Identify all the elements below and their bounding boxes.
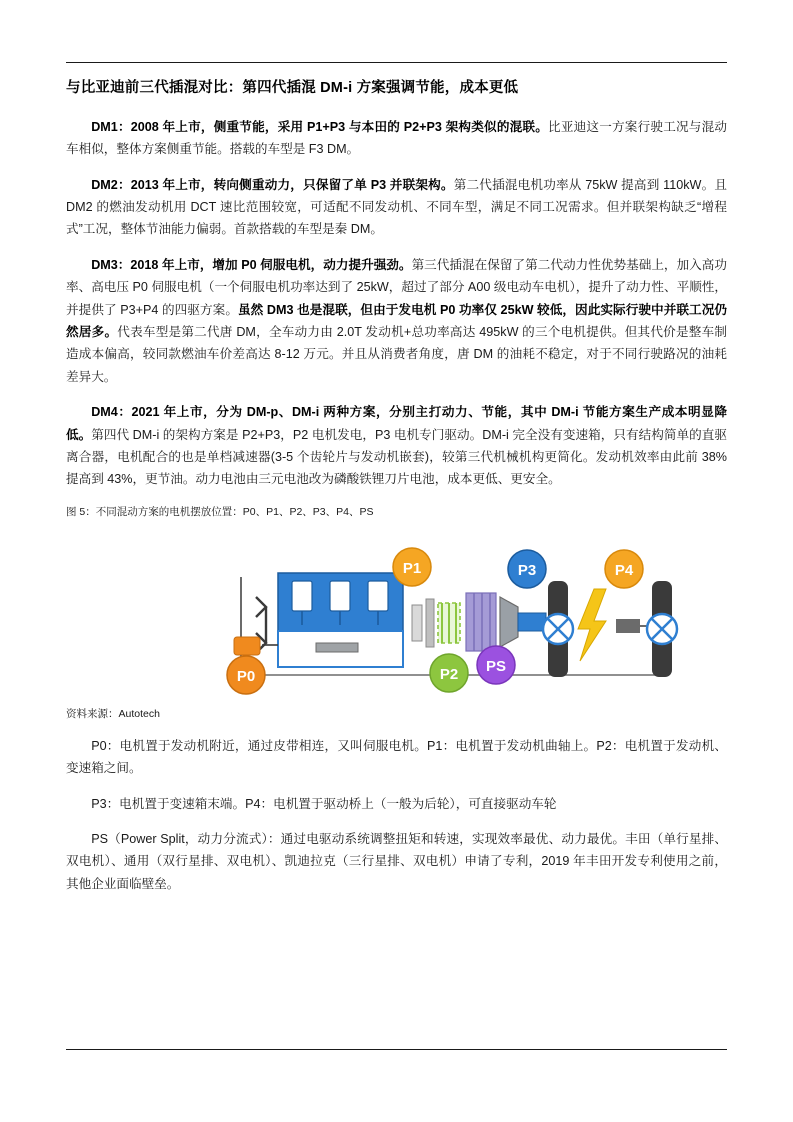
paragraph-dm2-body: 第二代插混电机功率从 75kW 提高到 110kW。且 DM2 的燃油发动机用 DCT 速比范围较宽，可适配不同发动机、不同车型，满足不同工况需求。但并联架构缺乏“增程式”工况，整体节油能力偏弱。首款搭载的车型是秦 DM。 [66, 177, 728, 237]
rear-wheel-hub [647, 614, 677, 644]
top-divider [66, 62, 727, 63]
figure-caption: 图 5：不同混动方案的电机摆放位置：P0、P1、P2、P3、P4、PS [66, 505, 374, 518]
bolt-icon [578, 589, 606, 661]
paragraph-dm3-body-2: 代表车型是第二代唐 DM，全车动力由 2.0T 发动机+总功率高达 495kW 的三个电机提供。但其代价是整车制造成本偏高，较同款燃油车价差高达 8-12 万元。并且从消费者角度，唐 DM 的油耗不稳定，对于不同行驶路况的油耗差异大。 [66, 325, 727, 384]
note-ps: PS（Power Split，动力分流式）：通过电驱动系统调整扭矩和转速，实现效率最优、动力最优。丰田（单行星排、双电机）、通用（双行星排、双电机）、凯迪拉克（三行星排、双电机）申请了专利，2019 年丰田开发专利使用之前，其他企业面临壁垒。 [66, 832, 727, 891]
figure-source: 资料来源：Autotech [66, 707, 160, 720]
label-p4 [605, 550, 643, 588]
paragraph-dm3-bold-mid: 虽然 DM3 也是混联，但由于发电机 P0 功率仅 25kW 较低，因此实际行驶中并联工况仍然居多。 [66, 302, 727, 339]
document-content [66, 78, 727, 908]
svg-text:P0: P0 [236, 667, 256, 685]
figure-diagram [66, 525, 727, 700]
p0-module [234, 637, 260, 655]
svg-text:PS: PS [485, 657, 507, 675]
page-title: 与比亚迪前三代插混对比：第四代插混 DM-i 方案强调节能，成本更低 [66, 80, 519, 96]
paragraph-dm1-body: 比亚迪这一方案行驶工况与混动车相似，整体方案侧重节能。搭载的车型是 F3 DM。 [66, 119, 727, 157]
label-p1 [393, 548, 431, 586]
paragraph-dm3-lead: DM3：2018 年上市，增加 P0 伺服电机，动力提升强劲。 [91, 257, 412, 272]
note-p3-p4: P3：电机置于变速箱末端。P4：电机置于驱动桥上（一般为后轮），可直接驱动车轮 [91, 796, 557, 811]
paragraph-dm4 [66, 401, 727, 491]
label-p3 [508, 550, 546, 588]
paragraph-dm1-lead: DM1：2008 年上市，侧重节能，采用 P1+P3 与本田的 P2+P3 架构类似的混联。 [91, 119, 549, 134]
clutch-assembly [412, 599, 460, 647]
label-ps [477, 646, 515, 684]
note-p0-p2: P0：电机置于发动机附近，通过皮带相连，又叫伺服电机。P1：电机置于发动机曲轴上。P2：电机置于发动机、变速箱之间。 [66, 738, 727, 776]
paragraph-dm2 [66, 174, 727, 241]
label-p0 [227, 656, 265, 694]
paragraph-dm4-body: 第四代 DM-i 的架构方案是 P2+P3，P2 电机发电，P3 电机专门驱动。DM-i 完全没有变速箱，只有结构简单的直驱离合器，电机配合的也是单档减速器(3-5 个齿轮片与发动机嵌套)，较第三代机械机构更简化。发动机效率由此前 38%提高到 43%，更节油。动力电池由三元电池改为磷酸铁锂刀片电池，成本更低、更安全。 [66, 427, 728, 487]
svg-text:P1: P1 [402, 559, 422, 577]
figure-5 [66, 504, 727, 721]
svg-text:P3: P3 [517, 561, 537, 579]
paragraph-dm1 [66, 116, 727, 161]
bottom-divider [66, 1049, 727, 1050]
paragraph-dm3-body-1: 第三代插混在保留了第二代动力性优势基础上，加入高功率、高电压 P0 伺服电机（一个伺服电机功率达到了 25kW，超过了部分 A00 级电动车电机），提升了动力性、平顺性，并提供了 P3+P4 的四驱方案。 [66, 257, 728, 317]
paragraph-dm2-lead: DM2：2013 年上市，转向侧重动力，只保留了单 P3 并联架构。 [91, 177, 454, 192]
gearbox [466, 593, 546, 651]
paragraph-dm4-lead: DM4：2021 年上市，分为 DM-p、DM-i 两种方案，分别主打动力、节能，其中 DM-i 节能方案生产成本明显降低。 [66, 405, 727, 442]
svg-text:P2: P2 [439, 665, 459, 683]
front-wheel-hub [543, 614, 573, 644]
paragraph-dm3 [66, 254, 727, 388]
svg-text:P4: P4 [614, 561, 634, 579]
label-p2 [430, 654, 468, 692]
engine-block [278, 573, 403, 667]
